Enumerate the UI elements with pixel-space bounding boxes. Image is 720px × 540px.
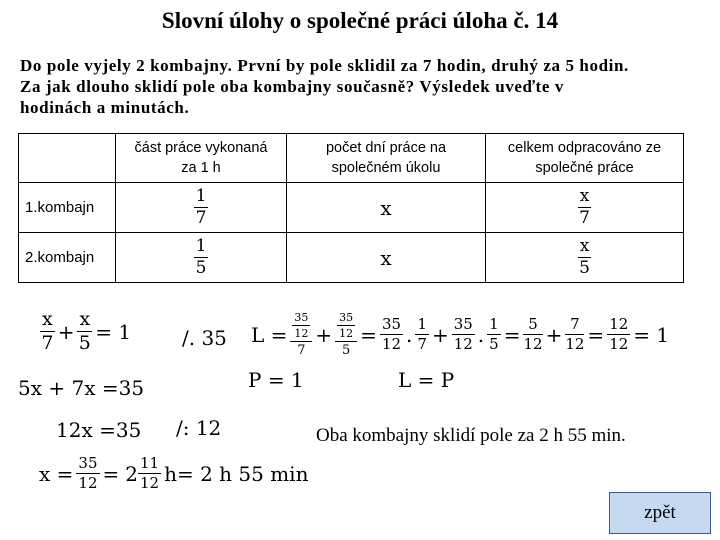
answer-text: Oba kombajny sklidí pole za 2 h 55 min. <box>316 425 626 446</box>
days-value: x <box>287 233 486 283</box>
table-corner-cell <box>19 134 116 183</box>
check-left-side: L = $\frac{\frac{35}{12}}{7}$ + $\frac{\frac{35}{12}}{5}$ = $\frac{35}{12}$ . $\frac{1}{7}$ + $\frac{35}{12}$ . $\frac{1}{5}$ = $\frac{5}{12}$ + $\frac{7}{12}$ = $\frac{12}{12}$ = 1 <box>251 311 670 358</box>
table-row <box>19 233 684 283</box>
days-value: x <box>287 183 486 233</box>
part-fraction: $\frac{1}{7}$ <box>116 183 287 233</box>
check-right-side: P = 1 <box>248 368 304 392</box>
work-table <box>18 133 684 283</box>
table-header-row <box>19 134 684 183</box>
problem-line-3: hodinách a minutách. <box>20 98 190 117</box>
equation-3-note: /: 12 <box>176 416 222 440</box>
page-title: Slovní úlohy o společné práci úloha č. 14 <box>161 8 559 33</box>
equation-3: 12x =35 <box>56 418 142 442</box>
check-equality: L = P <box>398 368 455 392</box>
equation-1-note: /. 35 <box>182 326 227 350</box>
row-label: 1.kombajn <box>19 183 116 233</box>
total-fraction: $\frac{x}{7}$ <box>486 183 684 233</box>
part-fraction: $\frac{1}{5}$ <box>116 233 287 283</box>
back-button[interactable]: zpět <box>609 492 711 534</box>
problem-statement <box>20 55 710 118</box>
equation-1: $\frac{x}{7}$ + $\frac{x}{5}$ = 1 <box>41 308 132 354</box>
table-row <box>19 183 684 233</box>
table-header-part: část práce vykonaná za 1 h <box>116 134 287 183</box>
equation-4: x = $\frac{35}{12}$ = 2 $\frac{11}{12}$ h= 2 h 55 min <box>39 454 309 492</box>
equation-2: 5x + 7x =35 <box>18 376 145 400</box>
table-header-total: celkem odpracováno ze společné práce <box>486 134 684 183</box>
problem-line-2: Za jak dlouho sklidí pole oba kombajny současně? Výsledek uveďte v <box>20 77 564 96</box>
row-label: 2.kombajn <box>19 233 116 283</box>
table-header-days: počet dní práce na společném úkolu <box>287 134 486 183</box>
problem-line-1: Do pole vyjely 2 kombajny. První by pole sklidil za 7 hodin, druhý za 5 hodin. <box>20 56 629 75</box>
total-fraction: $\frac{x}{5}$ <box>486 233 684 283</box>
